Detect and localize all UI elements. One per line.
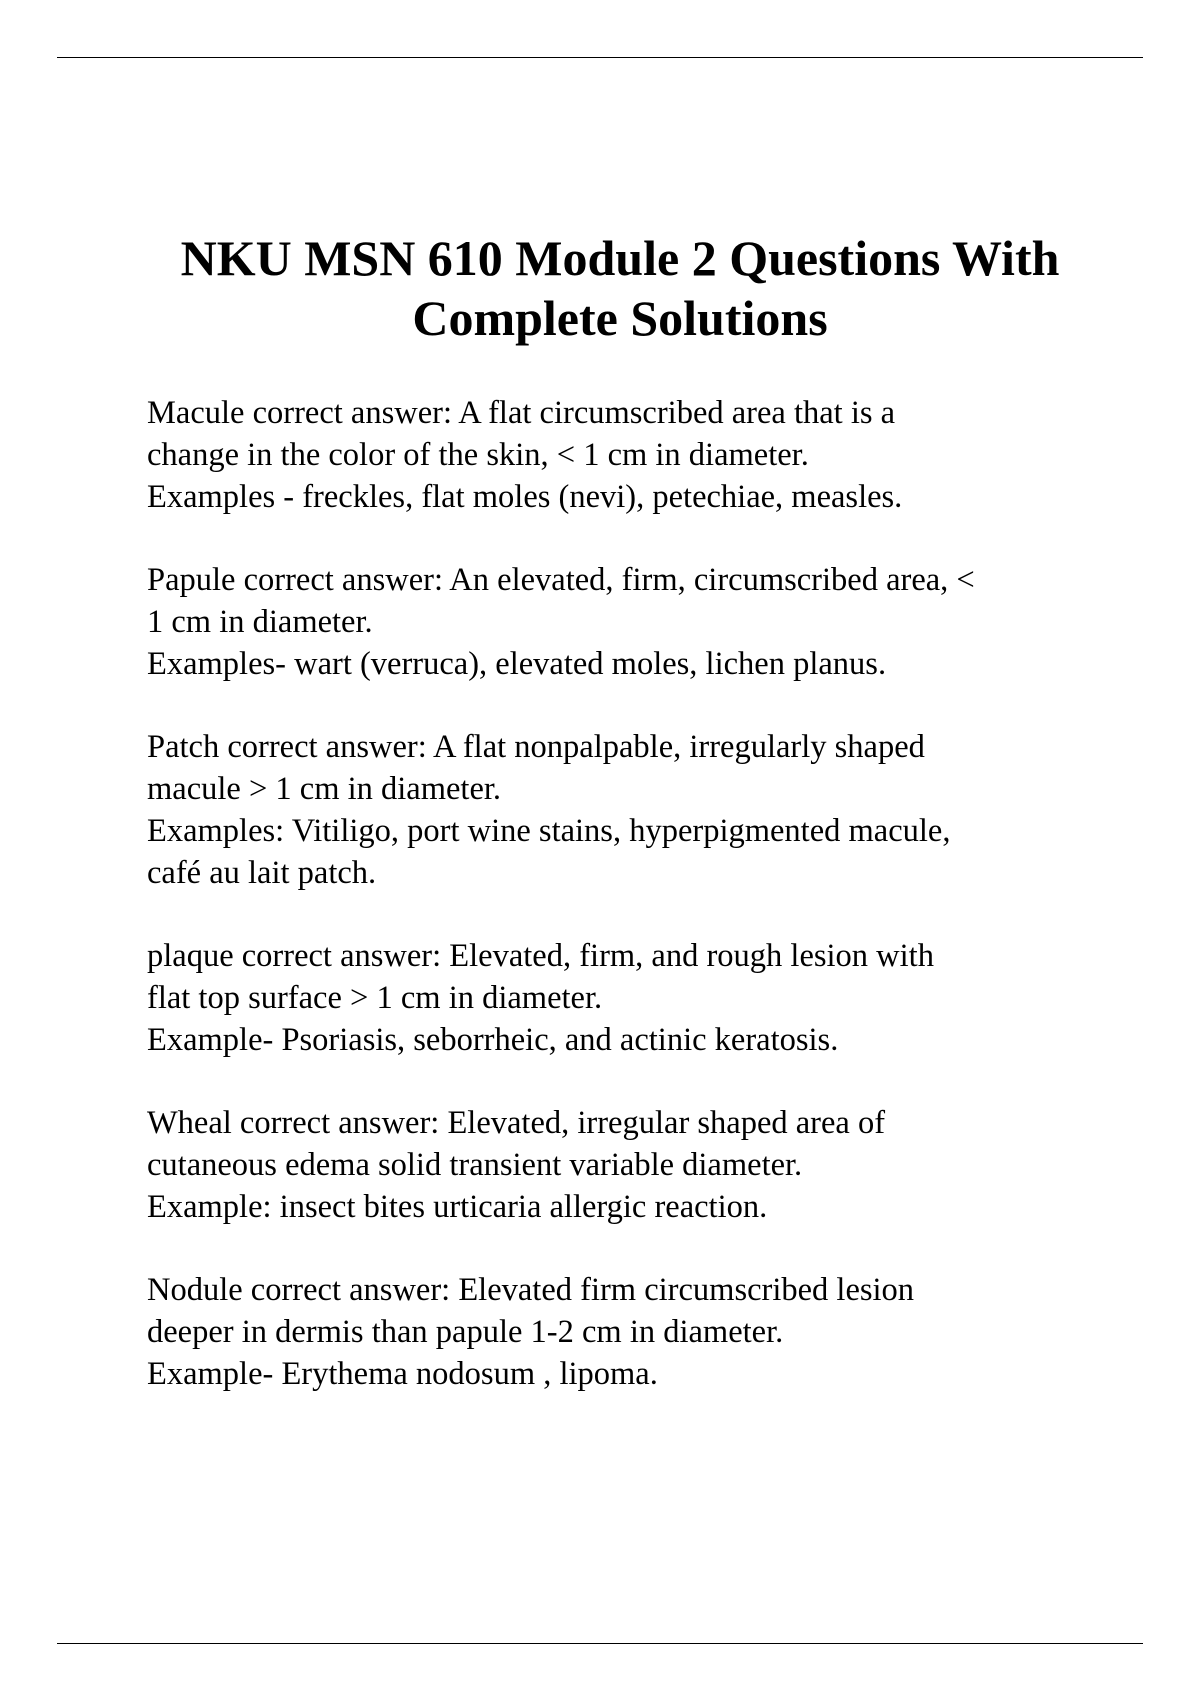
entry-line: Example- Psoriasis, seborrheic, and actinic keratosis. bbox=[147, 1022, 839, 1058]
entry-line: Macule correct answer: A flat circumscribed area that is a bbox=[147, 395, 896, 431]
entry-line: 1 cm in diameter. bbox=[147, 604, 373, 640]
entry-wheal bbox=[147, 1102, 1097, 1228]
entry-line: Examples- wart (verruca), elevated moles, lichen planus. bbox=[147, 646, 887, 682]
entry-line: cutaneous edema solid transient variable diameter. bbox=[147, 1147, 803, 1183]
title-line-2: Complete Solutions bbox=[412, 290, 828, 346]
entry-line: macule > 1 cm in diameter. bbox=[147, 771, 502, 807]
page-title bbox=[100, 228, 1140, 348]
entry-line: Examples: Vitiligo, port wine stains, hyperpigmented macule, bbox=[147, 813, 951, 849]
entry-macule bbox=[147, 392, 1097, 518]
entry-line: café au lait patch. bbox=[147, 855, 377, 891]
top-rule bbox=[57, 57, 1143, 58]
entry-line: Wheal correct answer: Elevated, irregular shaped area of bbox=[147, 1105, 886, 1141]
entry-plaque bbox=[147, 935, 1097, 1061]
entry-line: Papule correct answer: An elevated, firm, circumscribed area, < bbox=[147, 562, 975, 598]
entry-line: change in the color of the skin, < 1 cm in diameter. bbox=[147, 437, 809, 473]
entry-line: Examples - freckles, flat moles (nevi), petechiae, measles. bbox=[147, 479, 903, 515]
bottom-rule bbox=[57, 1643, 1143, 1644]
entry-line: Patch correct answer: A flat nonpalpable, irregularly shaped bbox=[147, 729, 925, 765]
entry-line: Nodule correct answer: Elevated firm circumscribed lesion bbox=[147, 1272, 915, 1308]
entry-line: flat top surface > 1 cm in diameter. bbox=[147, 980, 603, 1016]
entry-patch bbox=[147, 726, 1097, 894]
entry-line: Example- Erythema nodosum , lipoma. bbox=[147, 1356, 658, 1392]
entry-line: Example: insect bites urticaria allergic reaction. bbox=[147, 1189, 768, 1225]
document-body bbox=[147, 392, 1097, 1436]
title-line-1: NKU MSN 610 Module 2 Questions With bbox=[180, 230, 1060, 286]
entry-line: plaque correct answer: Elevated, firm, and rough lesion with bbox=[147, 938, 934, 974]
entry-papule bbox=[147, 559, 1097, 685]
entry-line: deeper in dermis than papule 1-2 cm in diameter. bbox=[147, 1314, 784, 1350]
entry-nodule bbox=[147, 1269, 1097, 1395]
